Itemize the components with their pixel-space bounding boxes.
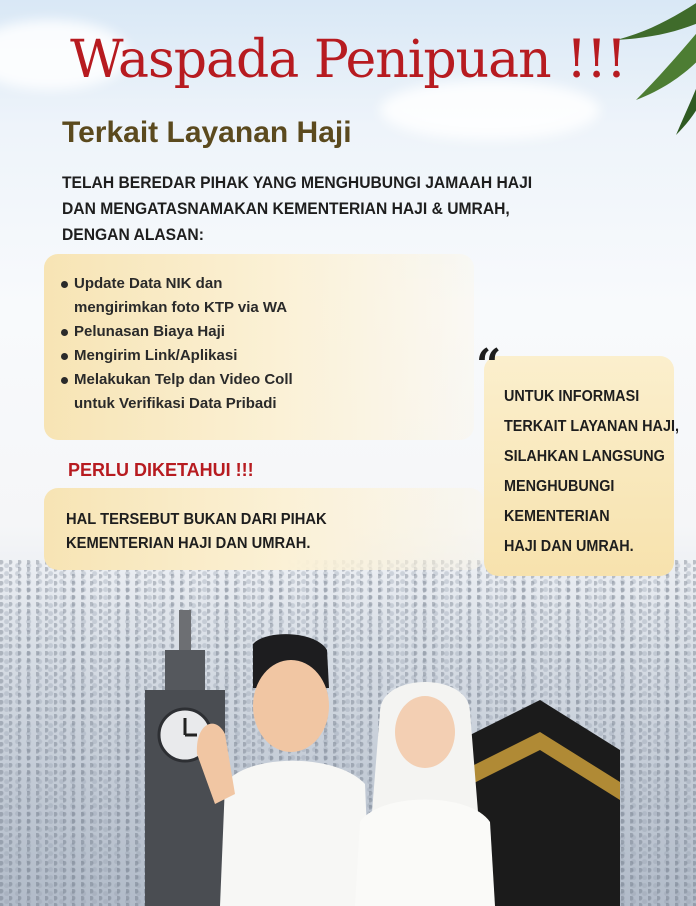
- reason-text: untuk Verifikasi Data Pribadi: [74, 395, 277, 412]
- info-line: UNTUK INFORMASI: [504, 388, 640, 405]
- intro-line: DAN MENGATASNAMAKAN KEMENTERIAN HAJI & UMRAH,: [62, 199, 510, 218]
- reasons-panel: [44, 254, 474, 440]
- reason-text: Mengirim Link/Aplikasi: [74, 347, 238, 364]
- intro-text: [62, 170, 533, 248]
- reason-item: [74, 320, 474, 344]
- reasons-list: [44, 254, 474, 416]
- reason-item: [74, 368, 474, 416]
- notice-heading: PERLU DIKETAHUI !!!: [68, 460, 254, 480]
- reason-text: Pelunasan Biaya Haji: [74, 323, 225, 340]
- info-line: MENGHUBUNGI: [504, 478, 615, 495]
- info-line: SILAHKAN LANGSUNG: [504, 448, 665, 465]
- info-line: HAJI DAN UMRAH.: [504, 538, 634, 555]
- notice-line: KEMENTERIAN HAJI DAN UMRAH.: [66, 535, 311, 552]
- quote-icon: “: [476, 340, 502, 391]
- intro-line: TELAH BEREDAR PIHAK YANG MENGHUBUNGI JAMAAH HAJI: [62, 173, 533, 192]
- reason-item: [74, 272, 474, 320]
- info-panel: [484, 356, 679, 576]
- notice-panel: [44, 488, 484, 570]
- info-line: TERKAIT LAYANAN HAJI,: [504, 418, 679, 435]
- info-text: [504, 382, 679, 562]
- reason-item: [74, 344, 474, 368]
- reason-text: mengirimkan foto KTP via WA: [74, 299, 288, 316]
- reason-text: Update Data NIK dan: [74, 275, 223, 292]
- notice-line: HAL TERSEBUT BUKAN DARI PIHAK: [66, 511, 327, 528]
- notice-text: [66, 508, 327, 556]
- female-pilgrim-illustration: [350, 672, 500, 906]
- page-title: Waspada Penipuan !!!: [70, 30, 626, 90]
- page-subtitle: Terkait Layanan Haji: [62, 116, 352, 149]
- intro-line: DENGAN ALASAN:: [62, 225, 204, 244]
- reason-text: Melakukan Telp dan Video Coll: [74, 371, 293, 388]
- male-pilgrim-illustration: [195, 634, 375, 906]
- info-line: KEMENTERIAN: [504, 508, 610, 525]
